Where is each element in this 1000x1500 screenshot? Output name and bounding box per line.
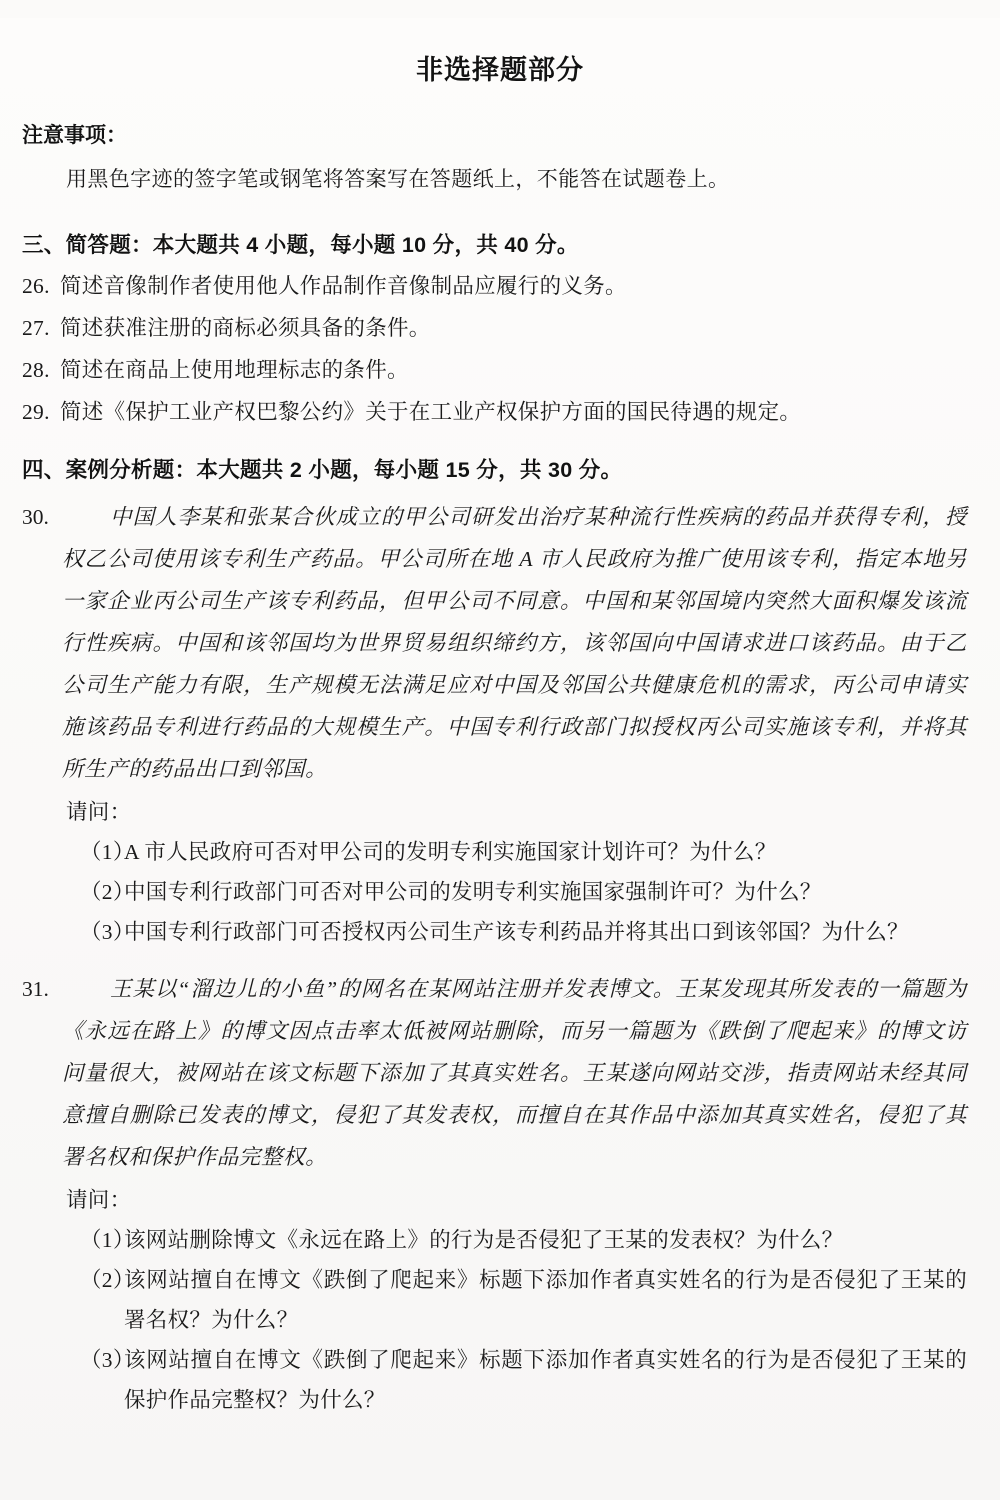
section-four (0, 453, 1000, 1420)
section-four-heading: 四、案例分析题：本大题共 2 小题，每小题 15 分，共 30 分。 (22, 458, 623, 483)
sub-question-number: （1） (80, 840, 135, 865)
sub-question-number: （3） (80, 920, 135, 945)
case-content (62, 968, 967, 1420)
sub-question-number: （3） (80, 1348, 135, 1373)
question-item (22, 356, 1000, 385)
section-three-question-list (0, 272, 1000, 427)
sub-question-item (80, 872, 967, 912)
question-text: 简述获准注册的商标必须具备的条件。 (60, 316, 431, 341)
case-number: 31. (22, 977, 49, 1002)
sub-question-item (80, 912, 967, 952)
case-content (62, 496, 967, 952)
question-number: 29. (22, 400, 50, 425)
case-question-31 (0, 968, 1000, 1420)
question-item (22, 398, 1000, 427)
sub-question-number: （1） (80, 1228, 135, 1253)
question-item (22, 314, 1000, 343)
page-title: 非选择题部分 (416, 55, 584, 86)
case-body-row (22, 968, 1000, 1420)
case-number: 30. (22, 505, 49, 530)
question-text: 简述音像制作者使用他人作品制作音像制品应履行的义务。 (60, 274, 627, 299)
sub-question-number: （2） (80, 1268, 135, 1293)
question-text: 简述《保护工业产权巴黎公约》关于在工业产权保护方面的国民待遇的规定。 (60, 400, 802, 425)
exam-paper-page (0, 18, 1000, 1500)
sub-question-text: 该网站擅自在博文《跌倒了爬起来》标题下添加作者真实姓名的行为是否侵犯了王某的保护作品完整权？为什么？ (124, 1348, 967, 1413)
notice-body: 用黑色字迹的签字笔或钢笔将答案写在答题纸上，不能答在试题卷上。 (66, 166, 730, 191)
section-three-heading: 三、简答题：本大题共 4 小题，每小题 10 分，共 40 分。 (22, 233, 579, 258)
case-paragraph: 中国人李某和张某合伙成立的甲公司研发出治疗某种流行性疾病的药品并获得专利，授权乙公司使用该专利生产药品。甲公司所在地 A 市人民政府为推广使用该专利，指定本地另一家企业丙公司生产该专利药品，但甲公司不同意。中国和某邻国境内突然大面积爆发该流行性疾病。中国和该邻国均为世界贸易组织缔约方，该邻国向中国请求进口该药品。由于乙公司生产能力有限，生产规模无法满足应对中国及邻国公共健康危机的需求，丙公司申请实施该药品专利进行药品的大规模生产。中国专利行政部门拟授权丙公司实施该专利，并将其所生产的药品出口到邻国。 (62, 505, 967, 782)
sub-question-text: 该网站删除博文《永远在路上》的行为是否侵犯了王某的发表权？为什么？ (124, 1228, 844, 1253)
question-number: 26. (22, 274, 50, 299)
sub-question-item (80, 1220, 967, 1260)
sub-question-text: 中国专利行政部门可否对甲公司的发明专利实施国家强制许可？为什么？ (124, 880, 822, 905)
notice-heading: 注意事项： (22, 124, 127, 148)
sub-question-text: 该网站擅自在博文《跌倒了爬起来》标题下添加作者真实姓名的行为是否侵犯了王某的署名权？为什么？ (124, 1268, 967, 1333)
case-question-30 (0, 496, 1000, 952)
question-number: 27. (22, 316, 50, 341)
notice-section (0, 122, 1000, 194)
ask-label: 请问： (66, 1188, 132, 1213)
sub-question-item (80, 832, 967, 872)
section-three (0, 228, 1000, 427)
sub-question-item (80, 1260, 967, 1340)
question-item (22, 272, 1000, 301)
question-number: 28. (22, 358, 50, 383)
sub-question-text: A 市人民政府可否对甲公司的发明专利实施国家计划许可？为什么？ (124, 840, 777, 865)
case-paragraph: 王某以“溜边儿的小鱼”的网名在某网站注册并发表博文。王某发现其所发表的一篇题为《永远在路上》的博文因点击率太低被网站删除，而另一篇题为《跌倒了爬起来》的博文访问量很大，被网站在该文标题下添加了其真实姓名。王某遂向网站交涉，指责网站未经其同意擅自删除已发表的博文，侵犯了其发表权，而擅自在其作品中添加其真实姓名，侵犯了其署名权和保护作品完整权。 (62, 977, 967, 1170)
sub-question-text: 中国专利行政部门可否授权丙公司生产该专利药品并将其出口到该邻国？为什么？ (124, 920, 909, 945)
question-text: 简述在商品上使用地理标志的条件。 (60, 358, 409, 383)
sub-question-item (80, 1340, 967, 1420)
sub-question-number: （2） (80, 880, 135, 905)
case-body-row (22, 496, 1000, 952)
ask-label: 请问： (66, 800, 132, 825)
